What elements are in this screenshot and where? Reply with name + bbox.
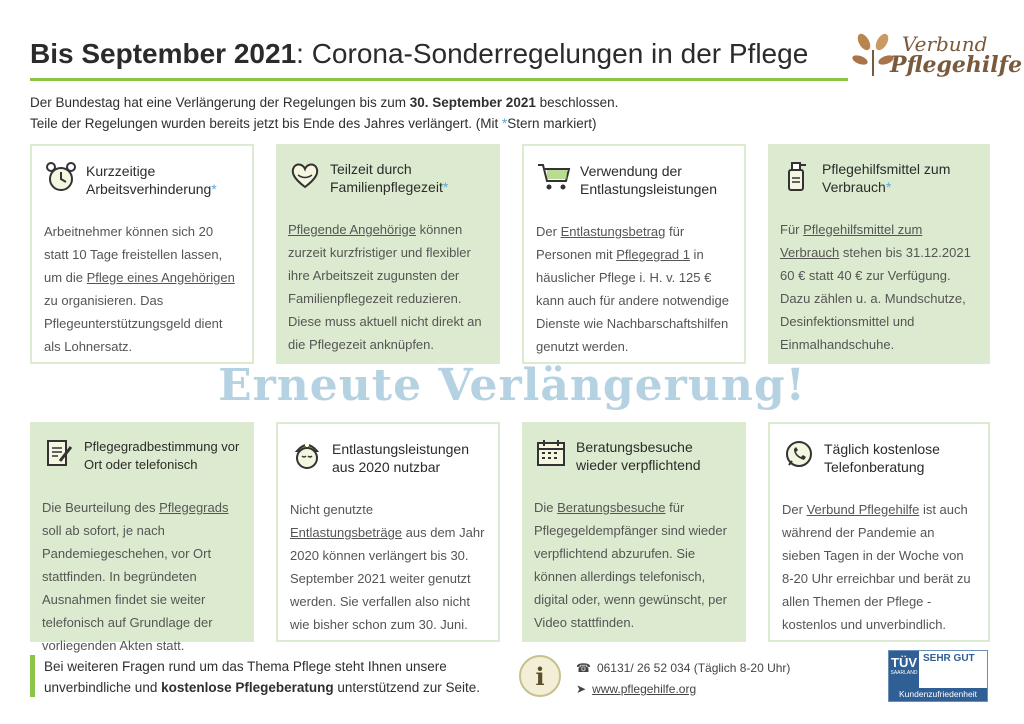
contact-info bbox=[576, 658, 790, 700]
tuv-seal: TÜV SAARLAND SEHR GUT Kundenzufriedenheit bbox=[888, 650, 988, 702]
body-link[interactable]: Pflegende Angehörige bbox=[288, 222, 416, 237]
body-link[interactable]: Entlastungsbeträge bbox=[290, 525, 403, 540]
body-text: Der bbox=[536, 224, 561, 239]
body-link[interactable]: Entlastungsbetrag bbox=[560, 224, 666, 239]
card-teilzeit-familienpflegezeit bbox=[276, 144, 500, 364]
title-underline bbox=[30, 78, 848, 81]
footer-accent-bar bbox=[30, 655, 35, 697]
page-title: Bis September 2021: Corona-Sonderregelungen in der Pflege bbox=[30, 38, 809, 69]
card-body bbox=[780, 218, 978, 356]
card-body bbox=[290, 498, 486, 636]
card-pflegegradbestimmung bbox=[30, 422, 254, 653]
body-text: aus dem Jahr 2020 können verlängert bis 30. September 2021 weiter genutzt werden. Sie verfallen also nicht wie bisher schon zum 30. Juni. bbox=[290, 525, 485, 632]
calendar-icon bbox=[534, 436, 568, 470]
card-pflegehilfsmittel bbox=[768, 144, 990, 364]
card-verwendung-entlastungsleistungen bbox=[522, 144, 746, 364]
nurse-icon bbox=[290, 438, 324, 472]
card-body bbox=[534, 496, 734, 634]
card-title: Kurzzeitige Arbeitsverhinderung* bbox=[86, 163, 217, 197]
body-text: können zurzeit kurzfristiger und flexibler ihre Arbeitszeit zugunsten der Familienpflegezeit reduzieren. Diese muss aktuell nicht direkt an die Pflegezeit anknüpfen. bbox=[288, 222, 482, 352]
card-title: Teilzeit durch Familienpflegezeit* bbox=[330, 161, 449, 195]
website-link[interactable]: www.pflegehilfe.org bbox=[592, 682, 697, 696]
footer-text: Bei weiteren Fragen rund um das Thema Pflege steht Ihnen unsere unverbindliche und kostenlose Pflegeberatung unterstützend zur Seite. bbox=[44, 659, 480, 695]
body-link[interactable]: Beratungsbesuche bbox=[557, 500, 666, 515]
body-text: zu organisieren. Das Pflegeunterstützungsgeld dient als Lohnersatz. bbox=[44, 293, 223, 354]
card-beratungsbesuche bbox=[522, 422, 746, 642]
arrow-icon: ➤ bbox=[576, 682, 587, 696]
body-text: soll ab sofort, je nach Pandemiegeschehen, vor Ort stattfinden. In begründeten Ausnahmen findet sie weiter telefonisch auf Grundlage der vorliegenden Akten statt. bbox=[42, 523, 213, 653]
body-text: in häuslicher Pflege i. H. v. 125 € kann auch für andere notwendige Dienste wie Nachbarschaftshilfen genutzt werden. bbox=[536, 247, 729, 354]
card-telefonberatung bbox=[768, 422, 990, 642]
body-text: stehen bis 31.12.2021 60 € statt 40 € zur Verfügung. Dazu zählen u. a. Mundschutze, Desinfektionsmittel und Einmalhandschuhe. bbox=[780, 245, 971, 352]
card-entlastungsleistungen-2020 bbox=[276, 422, 500, 642]
banner-erneute-verlaengerung: Erneute Verlängerung! bbox=[218, 360, 806, 411]
alarm-clock-icon bbox=[44, 160, 78, 194]
phone-bubble-icon bbox=[782, 438, 816, 472]
body-text: Nicht genutzte bbox=[290, 502, 374, 517]
card-title: Pflegegradbestimmung vor Ort oder telefonisch bbox=[84, 439, 240, 472]
card-title: Täglich kostenlose Telefonberatung bbox=[824, 441, 940, 475]
info-icon: i bbox=[519, 655, 561, 697]
phone-icon: ☎ bbox=[576, 661, 591, 675]
verbund-pflegehilfe-logo: Verbund Pflegehilfe bbox=[852, 28, 1012, 84]
document-pen-icon bbox=[42, 436, 76, 470]
body-text: Arbeitnehmer können sich 20 statt 10 Tage freistellen lassen, um die bbox=[44, 224, 223, 285]
phone-number: 06131/ 26 52 034 (Täglich 8-20 Uhr) bbox=[596, 661, 791, 675]
card-body bbox=[44, 220, 240, 358]
intro-text: Der Bundestag hat eine Verlängerung der Regelungen bis zum 30. September 2021 beschlossen. Teile der Regelungen wurden bereits jetzt bis Ende des Jahres verlängert. (Mit *Stern markiert) bbox=[30, 95, 619, 131]
card-body bbox=[782, 498, 976, 636]
body-link[interactable]: Pflegegrad 1 bbox=[616, 247, 690, 262]
card-title: Verwendung der Entlastungsleistungen bbox=[580, 163, 717, 197]
card-kurzzeitige-arbeitsverhinderung bbox=[30, 144, 254, 364]
card-body bbox=[288, 218, 488, 356]
heart-icon bbox=[288, 158, 322, 192]
body-text: ist auch während der Pandemie an sieben Tagen in der Woche von 8-20 Uhr erreichbar und berät zu allen Themen der Pflege - kostenlos und unverbindlich. bbox=[782, 502, 971, 632]
body-link[interactable]: Pflegehilfsmittel zum Verbrauch bbox=[780, 222, 923, 260]
body-link[interactable]: Verbund Pflegehilfe bbox=[806, 502, 920, 517]
body-text: Für bbox=[780, 222, 804, 237]
body-link[interactable]: Pflegegrads bbox=[159, 500, 229, 515]
shopping-cart-icon bbox=[536, 160, 572, 194]
card-body bbox=[536, 220, 732, 358]
body-text: Die bbox=[534, 500, 558, 515]
spray-bottle-icon bbox=[780, 158, 814, 192]
leaf-logo-icon bbox=[852, 32, 894, 78]
card-body bbox=[42, 496, 242, 657]
card-title: Beratungsbesuche wieder verpflichtend bbox=[576, 439, 701, 473]
card-title: Entlastungsleistungen aus 2020 nutzbar bbox=[332, 441, 469, 475]
body-text: für Pflegegeldempfänger sind wieder verpflichtend abzurufen. Sie können allerdings telefonisch, digital oder, wenn gewünscht, per Video stattfinden. bbox=[534, 500, 727, 630]
body-text: Der bbox=[782, 502, 807, 517]
card-title: Pflegehilfsmittel zum Verbrauch* bbox=[822, 161, 951, 195]
body-text: Die Beurteilung des bbox=[42, 500, 160, 515]
body-link[interactable]: Pflege eines Angehörigen bbox=[86, 270, 235, 285]
body-text: für Personen mit bbox=[536, 224, 685, 262]
